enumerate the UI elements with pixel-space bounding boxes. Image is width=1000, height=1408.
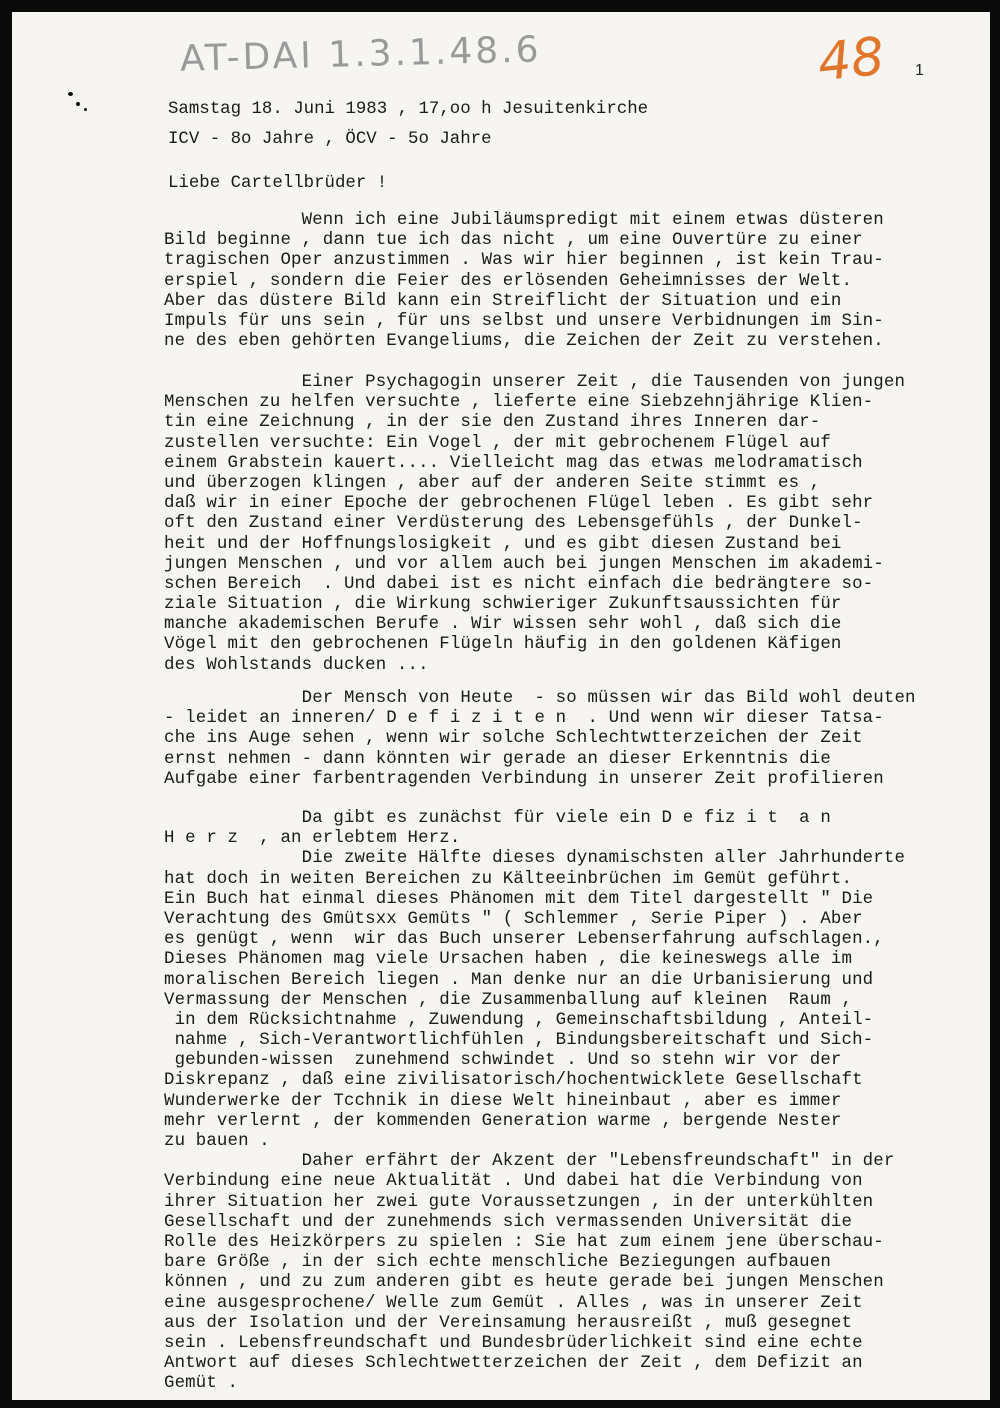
text-line: können , und zu zum anderen gibt es heute gerade bei jungen Menschen <box>164 1273 884 1293</box>
text-line: Aufgabe einer farbentragenden Verbindung in unserer Zeit profilieren <box>164 769 884 789</box>
text-line: Daher erfährt der Akzent der "Lebensfreundschaft" in der <box>164 1152 895 1172</box>
text-line: Wunderwerke der Tcchnik in diese Welt hineinbaut , aber es immer <box>164 1091 842 1111</box>
ink-speck <box>84 108 87 111</box>
text-line: Ein Buch hat einmal dieses Phänomen mit dem Titel dargestellt " Die <box>164 889 874 909</box>
paragraph-3 <box>164 689 964 790</box>
text-line: ne des eben gehörten Evangeliums, die Zeichen der Zeit zu verstehen. <box>164 332 884 352</box>
text-line: zu bauen . <box>164 1132 270 1151</box>
text-line: eine ausgesprochene/ Welle zum Gemüt . Alles , was in unserer Zeit <box>164 1293 863 1313</box>
ink-speck <box>76 102 80 106</box>
header-date-location: Samstag 18. Juni 1983 , 17,oo h Jesuitenkirche <box>168 100 649 119</box>
text-line: Gemüt . <box>164 1374 239 1394</box>
text-line: in dem Rücksichtnahme , Zuwendung , Gemeinschaftsbildung , Anteil- <box>164 1010 874 1030</box>
text-line: Diskrepanz , daß eine zivilisatorisch/hochentwicklete Gesellschaft <box>164 1071 863 1091</box>
document-page <box>12 12 990 1400</box>
text-line: - leidet an inneren/ D e f i z i t e n . Und wenn wir dieser Tatsa- <box>164 709 884 729</box>
text-line: nahme , Sich-Verantwortlichfühlen , Bindungsbereitschaft und Sich- <box>164 1031 874 1051</box>
text-line: moralischen Bereich liegen . Man denke nur an die Urbanisierung und <box>164 970 874 990</box>
paragraph-2 <box>164 373 964 676</box>
text-line: Verachtung des Gmütsxx Gemüts " ( Schlemmer , Serie Piper ) . Aber <box>164 909 863 929</box>
text-line: hat doch in weiten Bereichen zu Kälteeinbrüchen im Gemüt geführt. <box>164 869 853 889</box>
text-line: manche akademischen Berufe . Wir wissen sehr wohl , daß sich die <box>164 615 842 635</box>
page-number: 1 <box>915 62 924 79</box>
text-line: ihrer Situation her zwei gute Voraussetzungen , in der unterkühlten <box>164 1192 874 1212</box>
text-line: Bild beginne , dann tue ich das nicht , um eine Ouvertüre zu einer <box>164 231 863 251</box>
text-line: des Wohlstands ducken ... <box>164 655 429 675</box>
paragraph-1 <box>164 211 964 352</box>
paragraph-4 <box>164 809 964 1394</box>
text-line: mehr verlernt , der kommenden Generation warme , bergende Nester <box>164 1111 842 1131</box>
text-line: schen Bereich . Und dabei ist es nicht einfach die bedrängtere so- <box>164 574 874 594</box>
text-line: oft den Zustand einer Verdüsterung des Lebensgefühls , der Dunkel- <box>164 514 863 534</box>
text-line: Vermassung der Menschen , die Zusammenballung auf kleinen Raum , <box>164 990 853 1010</box>
text-line: einem Grabstein kauert.... Vielleicht mag das etwas melodramatisch <box>164 453 863 473</box>
ink-speck <box>68 92 73 96</box>
text-line: jungen Menschen , und vor allem auch bei jungen Menschen im akademi- <box>164 554 884 574</box>
text-line: und überzogen klingen , aber auf der anderen Seite stimmt es , <box>164 473 821 493</box>
text-line: heit und der Hoffnungslosigkeit , und es gibt diesen Zustand bei <box>164 534 842 554</box>
text-line: Rolle des Heizkörpers zu spielen : Sie hat zum einem jene überschau- <box>164 1232 884 1252</box>
text-line: Dieses Phänomen mag viele Ursachen haben , die keineswegs alle im <box>164 950 853 970</box>
text-line: erspiel , sondern die Feier des erlösenden Geheimnisses der Welt. <box>164 271 853 291</box>
text-line: Die zweite Hälfte dieses dynamischsten aller Jahrhunderte <box>164 849 906 869</box>
text-line: ziale Situation , die Wirkung schwieriger Zukunftsaussichten für <box>164 595 842 615</box>
text-line: gebunden-wissen zunehmend schwindet . Und so stehn wir vor der <box>164 1051 842 1071</box>
text-line: ernst nehmen - dann könnten wir gerade an dieser Erkenntnis die <box>164 749 831 769</box>
text-line: Impuls für uns sein , für uns selbst und unsere Verbidnungen im Sin- <box>164 311 884 331</box>
text-line: H e r z , an erlebtem Herz. <box>164 829 461 849</box>
text-line: Einer Psychagogin unserer Zeit , die Tausenden von jungen <box>164 373 906 392</box>
header-anniversary: ICV - 8o Jahre , ÖCV - 5o Jahre <box>168 130 492 149</box>
text-line: bare Größe , in der sich echte menschliche Beziegungen aufbauen <box>164 1253 831 1273</box>
text-line: aus der Isolation und der Vereinsamung herausreißt , muß gesegnet <box>164 1313 853 1333</box>
text-line: Der Mensch von Heute - so müssen wir das Bild wohl deuten <box>164 689 916 708</box>
text-line: Verbindung eine neue Aktualität . Und dabei hat die Verbindung von <box>164 1172 863 1192</box>
text-line: che ins Auge sehen , wenn wir solche Schlechtwtterzeichen der Zeit <box>164 729 863 749</box>
salutation: Liebe Cartellbrüder ! <box>168 174 388 193</box>
text-line: Vögel mit den gebrochenen Flügeln häufig in den goldenen Käfigen <box>164 635 842 655</box>
text-line: es genügt , wenn wir das Buch unserer Lebenserfahrung aufschlagen., <box>164 930 884 950</box>
text-line: Menschen zu helfen versuchte , lieferte eine Siebzehnjährige Klien- <box>164 393 874 413</box>
text-line: Aber das düstere Bild kann ein Streiflicht der Situation und ein <box>164 291 842 311</box>
archive-code-handwritten: AT-DAI 1.3.1.48.6 <box>179 29 542 80</box>
text-line: Da gibt es zunächst für viele ein D e fiz i t a n <box>164 809 831 828</box>
text-line: zustellen versuchte: Ein Vogel , der mit gebrochenem Flügel auf <box>164 433 831 453</box>
folio-number-handwritten: 48 <box>815 26 888 94</box>
text-line: daß wir in einer Epoche der gebrochenen Flügel leben . Es gibt sehr <box>164 494 874 514</box>
text-line: tragischen Oper anzustimmen . Was wir hier beginnen , ist kein Trau- <box>164 251 884 271</box>
text-line: Gesellschaft und der zunehmends sich vermassenden Universität die <box>164 1212 853 1232</box>
text-line: tin eine Zeichnung , in der sie den Zustand ihres Inneren dar- <box>164 413 821 433</box>
text-line: Antwort auf dieses Schlechtwetterzeichen der Zeit , dem Defizit an <box>164 1354 863 1374</box>
text-line: sein . Lebensfreundschaft und Bundesbrüderlichkeit sind eine echte <box>164 1333 863 1353</box>
text-line: Wenn ich eine Jubiläumspredigt mit einem etwas düsteren <box>164 211 884 230</box>
